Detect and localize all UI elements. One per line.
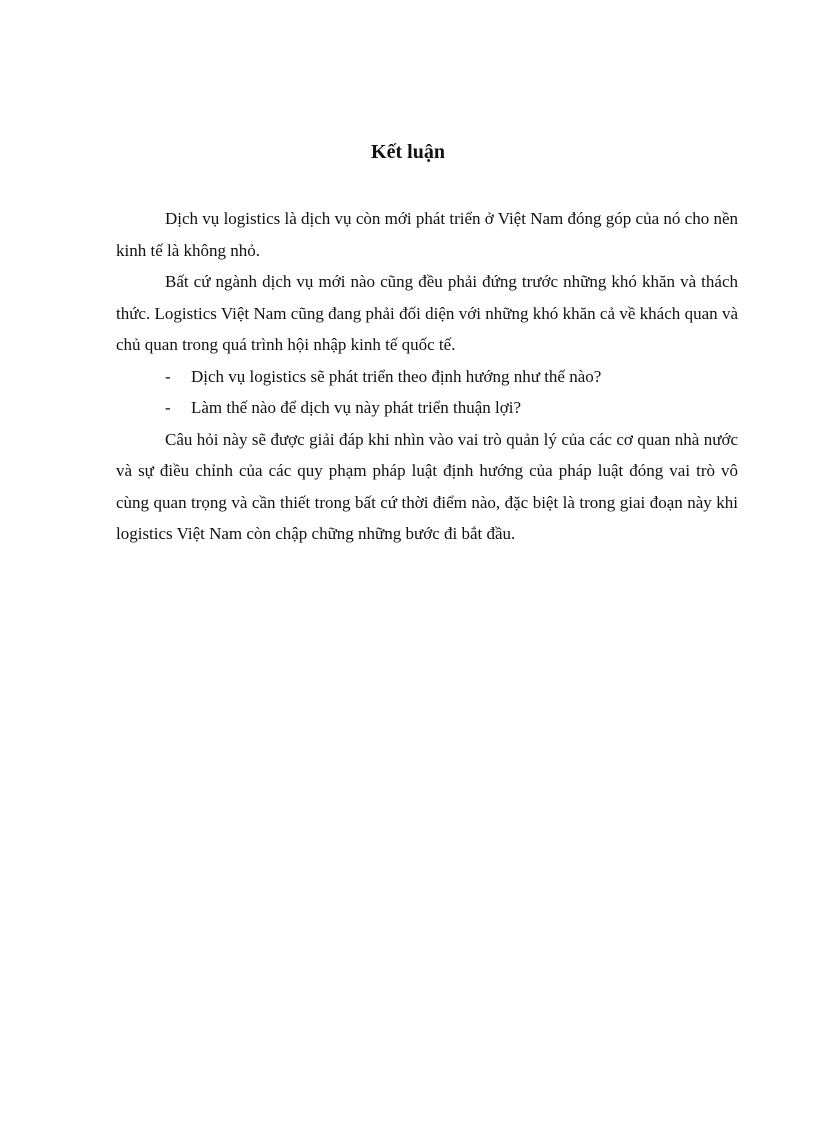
bullet-marker: - [165,366,171,386]
page-title: Kết luận [371,141,445,163]
paragraph-2: Bất cứ ngành dịch vụ mới nào cũng đều phải đứng trước những khó khăn và thách thức. Logistics Việt Nam cũng đang phải đối diện với những khó khăn cả về khách quan và chủ quan trong quá trình hội nhập kinh tế quốc tế. [116,272,738,354]
bullet-marker: - [165,398,171,417]
body-text [116,203,738,550]
closing-paragraph: Câu hỏi này sẽ được giải đáp khi nhìn vào vai trò quản lý của các cơ quan nhà nước và sự điều chỉnh của các quy phạm pháp luật định hướng của pháp luật đóng vai trò vô cùng quan trọng và cần thiết trong bất cứ thời điểm nào, đặc biệt là trong giai đoạn này khi logistics Việt Nam còn chập chững những bước đi bắt đầu. [116,429,738,543]
paragraph-1: Dịch vụ logistics là dịch vụ còn mới phát triển ở Việt Nam đóng góp của nó cho nền kinh tế là không nhỏ. [116,209,738,260]
bullet-item-1 [116,361,738,393]
bullet-text: Làm thế nào để dịch vụ này phát triển thuận lợi? [191,398,521,417]
bullet-item-2 [116,392,738,424]
bullet-text: Dịch vụ logistics sẽ phát triển theo định hướng như thế nào? [191,366,602,386]
